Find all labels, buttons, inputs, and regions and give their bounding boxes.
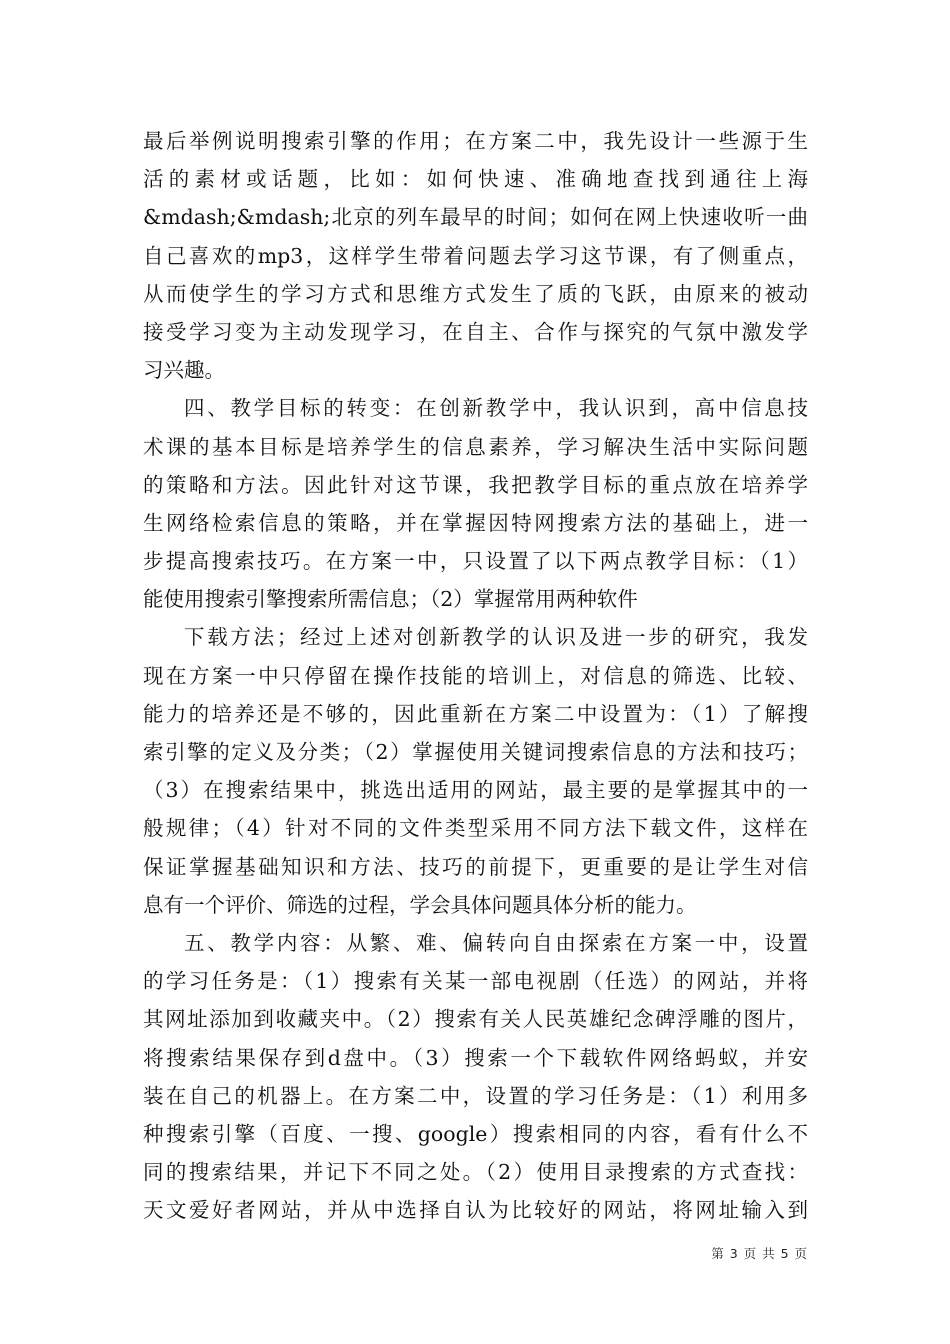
text-line: 最后举例说明搜索引擎的作用；在方案二中，我先设计一些源于生 bbox=[143, 129, 808, 153]
text-line: （3）在搜索结果中，挑选出适用的网站，最主要的是掌握其中的一 bbox=[143, 778, 808, 803]
text-line: &mdash;&mdash;北京的列车最早的时间；如何在网上快速收听一曲 bbox=[143, 205, 808, 230]
text-line: 的策略和方法。因此针对这节课，我把教学目标的重点放在培养学 bbox=[143, 472, 808, 497]
text-line: 保证掌握基础知识和方法、技巧的前提下，更重要的是让学生对信 bbox=[143, 854, 808, 879]
text-line: 能力的培养还是不够的，因此重新在方案二中设置为：（1）了解搜 bbox=[143, 701, 808, 726]
text-line: 活的素材或话题，比如：如何快速、准确地查找到通往上海 bbox=[143, 167, 808, 192]
text-line: 从而使学生的学习方式和思维方式发生了质的飞跃，由原来的被动 bbox=[143, 281, 808, 306]
text-line: 下载方法；经过上述对创新教学的认识及进一步的研究，我发 bbox=[184, 625, 808, 650]
text-line: 五、教学内容：从繁、难、偏转向自由探索在方案一中，设置 bbox=[184, 930, 808, 955]
body-text bbox=[143, 122, 808, 1229]
text-line: 天文爱好者网站，并从中选择自认为比较好的网站，将网址输入到 bbox=[143, 1198, 808, 1223]
text-line: 习兴趣。 bbox=[143, 358, 225, 383]
text-line: 息有一个评价、筛选的过程，学会具体问题具体分析的能力。 bbox=[143, 892, 697, 917]
text-line: 术课的基本目标是培养学生的信息素养，学习解决生活中实际问题 bbox=[143, 434, 808, 459]
text-line: 自己喜欢的mp3，这样学生带着问题去学习这节课，有了侧重点， bbox=[143, 243, 808, 268]
text-line: 能使用搜索引擎搜索所需信息；（2）掌握常用两种软件 bbox=[143, 587, 638, 612]
text-line: 索引擎的定义及分类；（2）掌握使用关键词搜索信息的方法和技巧； bbox=[143, 740, 808, 764]
text-line: 装在自己的机器上。在方案二中，设置的学习任务是：（1）利用多 bbox=[143, 1083, 808, 1108]
text-line: 种搜索引擎（百度、一搜、google）搜索相同的内容，看有什么不 bbox=[143, 1121, 808, 1146]
text-line: 其网址添加到收藏夹中。（2）搜索有关人民英雄纪念碑浮雕的图片， bbox=[143, 1007, 808, 1032]
text-line: 生网络检索信息的策略，并在掌握因特网搜索方法的基础上，进一 bbox=[143, 510, 808, 535]
text-line: 步提高搜索技巧。在方案一中，只设置了以下两点教学目标：（1） bbox=[143, 549, 808, 574]
page-number-footer: 第 3 页 共 5 页 bbox=[711, 1246, 808, 1261]
text-line: 的学习任务是：（1）搜索有关某一部电视剧（任选）的网站，并将 bbox=[143, 969, 808, 994]
text-line: 将搜索结果保存到d盘中。（3）搜索一个下载软件网络蚂蚁，并安 bbox=[143, 1045, 808, 1070]
text-line: 接受学习变为主动发现学习，在自主、合作与探究的气氛中激发学 bbox=[143, 319, 808, 344]
text-line: 般规律；（4）针对不同的文件类型采用不同方法下载文件，这样在 bbox=[143, 816, 808, 841]
text-line: 现在方案一中只停留在操作技能的培训上，对信息的筛选、比较、 bbox=[143, 663, 808, 688]
text-line: 四、教学目标的转变：在创新教学中，我认识到，高中信息技 bbox=[184, 396, 808, 421]
text-line: 同的搜索结果，并记下不同之处。（2）使用目录搜索的方式查找： bbox=[143, 1160, 808, 1185]
